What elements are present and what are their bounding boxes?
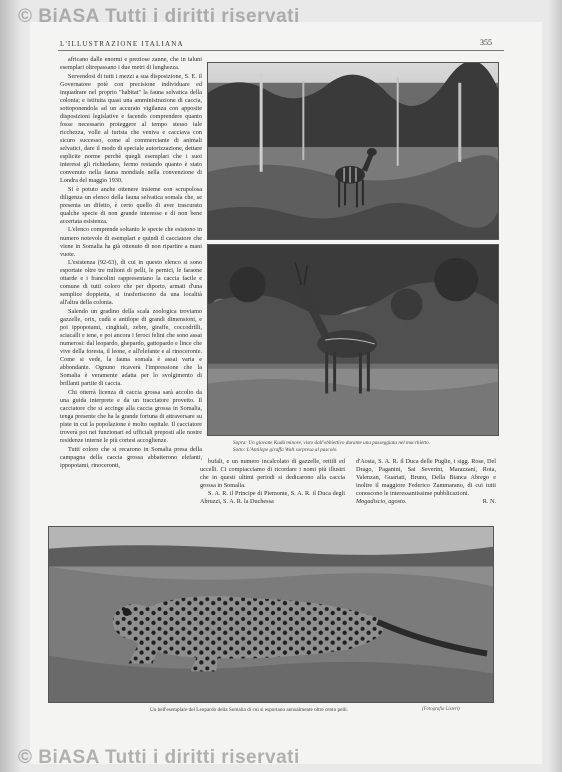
- paragraph: L'esistenza (92-63), di cui in questo elenco si sono esportate oltre tre milioni di pelli, le pernici, le faraone ottarde e i francolini rappresentano la caccia facile e comune di tutti coloro che per diporto, armati d'una semplice doppietta, si trasferiscono da una località all'altra della colonia.: [60, 259, 202, 307]
- paragraph: bufali, e un numero incalcolato di gazzelle, rettili ed uccelli. Ci compiacciamo di ricordare i nomi più illustri che in questi ultimi periodi si dedicarono alla caccia grossa in Somalia.: [200, 458, 345, 490]
- watermark-bottom: © BiASA Tutti i diritti riservati: [18, 747, 300, 768]
- paragraph: S. A. R. il Principe di Piemonte, S. A. R. il Duca degli Abruzzi, S. A. R. la Duchessa: [200, 490, 345, 506]
- scan-shadow-right: [548, 0, 562, 772]
- paragraph: Salendo un gradino della scala zoologica troviamo gazzelle, orix, cudù e antilope di grandi dimensioni, e poi ippopotami, cinghiali, zebre, giraffe, coccodrilli, sciacalli e iene, e poi ancora i feroci felini che sono assai numerosi: dal leopardo, ghepardo, gattopardo e lince che vive della foresta, il leone, e all'elefante e al rinoceronte. Come si vede, la fauna somala è assai varia e abbondante. Ognuno ricaverà l'impressione che la Somalia è veramente adatta per lo svolgimento di brillanti partite di caccia.: [60, 307, 202, 388]
- kudu-illustration: [208, 63, 498, 239]
- watermark-top: © BiASA Tutti i diritti riservati: [18, 6, 300, 27]
- paragraph: africano dalle enormi e preziose zanne, che in taluni esemplari oltrepassano i due metri di lunghezza.: [60, 56, 202, 72]
- running-head: L'ILLUSTRAZIONE ITALIANA: [60, 40, 184, 48]
- kudu-photo: [207, 62, 499, 240]
- caption-top-photo: Sopra: Un giovane Kudù minore, visto dall'obbiettivo durante una passeggiata nel macchietto.: [233, 440, 431, 446]
- article-column-left: [60, 56, 202, 566]
- paragraph: d'Aosta, S. A. R. il Duca delle Puglie, i sigg. Rose, Del Drago, Paganini, Sai Severini, Marazzani, Rota, Valenzan, Guariati, Bruno, Della Bianca Abrego e inoltre il maggiore Federico Zammarano, di cui tutti conoscono le interessantissime pubblicazioni.: [356, 458, 496, 498]
- article-column-right: [356, 458, 496, 520]
- antelope-photo: [207, 244, 499, 436]
- photo-credit: (Fotografia Listeri): [422, 707, 460, 712]
- paragraph: Servendosi di tutti i mezzi a sua disposizione, S. E. il Governatore potè con precisione individuare ed inquadrare nel proprio "habitat" la fauna selvatica della colonia; e istituita quasi una amministrazione di caccia, sottoponendola ad un accurato vigilanza con apposite disposizioni legislative e facendo comprendere quanto fosse necessario proteggere al tempo stesso tale ricchezza, volle al turista che veniva e cacciava con sicuro successo, come al commerciante di animali selvatici, dare il modo di speciale autorizzazione, dettare esplicite norme perchè quegli esemplari che i suoi interessi gli richiedano, fermo restando quanto è stato convenuto nella fauna mondiale nella convenzione di Londra del maggio 1930.: [60, 72, 202, 185]
- dateline: Mogadiscio, agosto.: [356, 498, 407, 506]
- author-initials: R. N.: [482, 498, 496, 506]
- photo-captions: [233, 440, 499, 453]
- antelope-illustration: [208, 245, 498, 435]
- paragraph: L'elenco comprende soltanto le specie che esistono in numero notevole di esemplari e quindi il cacciatore che viene in Somalia ha già ottenuto di non ripartire a mani vuote.: [60, 226, 202, 258]
- paragraph: Tutti coloro che si recarono in Somalia presa della campagna della caccia grossa abbatterono elefanti, ippopotami, rinoceronti,: [60, 445, 202, 469]
- page-number: 355: [480, 38, 492, 47]
- paragraph: Si è potuto anche ottenere insieme con scrupolosa diligenza un elenco della fauna selvatica somala che, se presenta un difetto, è certo quello di aver trascurato qualche specie di non grande interesse e di non bene accertata esistenza.: [60, 185, 202, 225]
- paragraph: Chi otterrà licenza di caccia grossa sarà accolto da una guida interprete e da un tracciatore provetto. Il cacciatore che si accinge alla caccia grossa in Somalia, tenga presente che ha la grande fortuna di attraversare su piste in cui la popolazione è molto ospitale. Il cacciatore troverà poi nei funzionari ed ufficiali preposti alle nostre residenze interne le più cortesi accoglienze.: [60, 388, 202, 445]
- scan-shadow-left: [0, 0, 22, 772]
- leopard-caption: Un bell'esemplare del Leopardo della Somalia di cui si esportano annualmente oltre cento pelli.: [150, 707, 348, 713]
- article-signature: [356, 498, 496, 506]
- article-column-middle: [200, 458, 345, 520]
- leopard-illustration: [49, 527, 493, 702]
- header-rule: [58, 50, 504, 51]
- caption-middle-photo: Sotto: L'Antilope giraffa Walt sorpresa al pascolo.: [233, 446, 338, 453]
- leopard-photo: [48, 526, 494, 703]
